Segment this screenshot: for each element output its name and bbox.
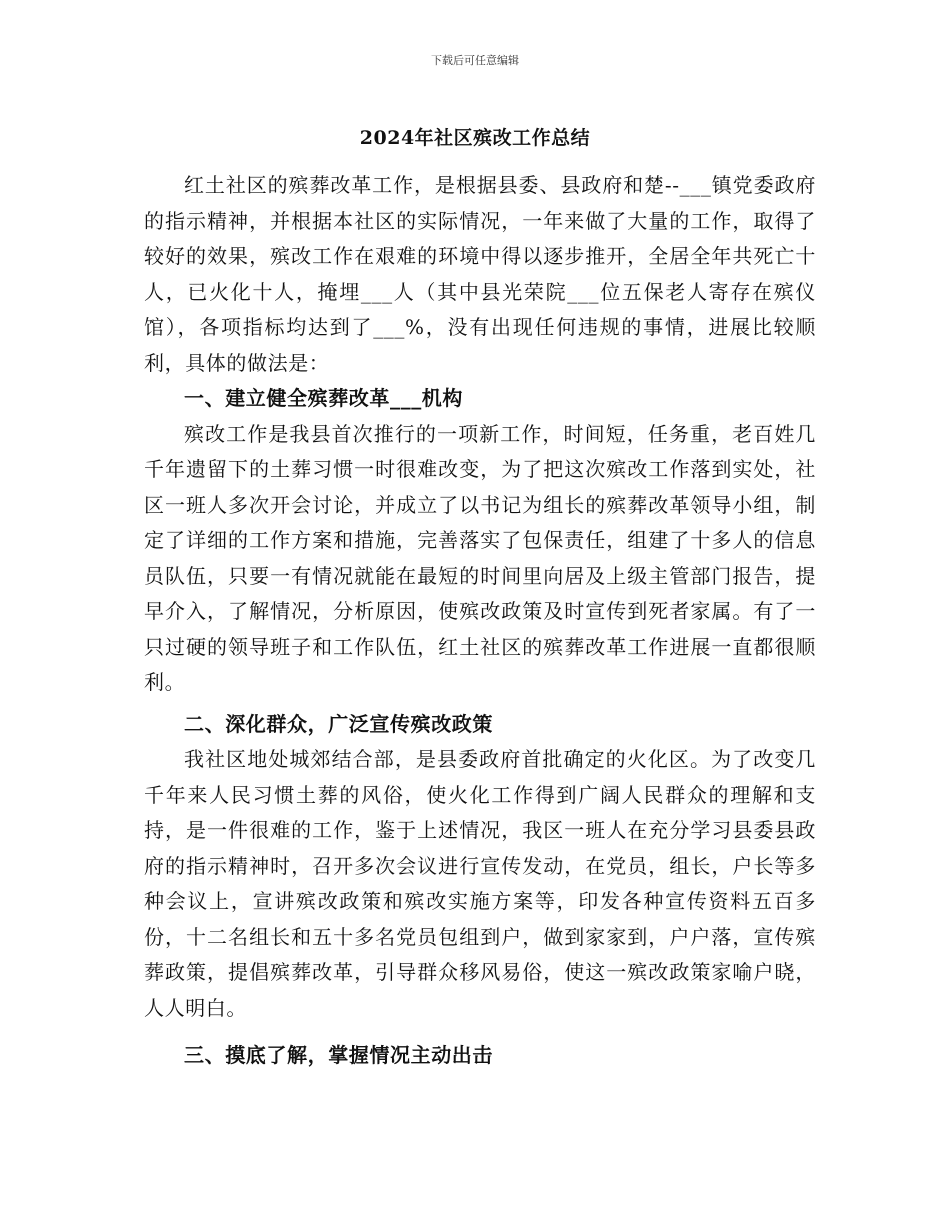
section-heading-1: 一、建立健全殡葬改革___机构	[184, 386, 463, 410]
section-heading-3: 三、摸底了解，掌握情况主动出击	[184, 1043, 493, 1067]
intro-paragraph: 红土社区的殡葬改革工作，是根据县委、县政府和楚--___镇党委政府的指示精神，并根据本社区的实际情况，一年来做了大量的工作，取得了较好的效果，殡改工作在艰难的环境中得以逐步推开，全居全年共死亡十人，已火化十人，掩埋___人（其中县光荣院___位五保老人寄存在殡仪馆），各项指标均达到了___%，没有出现任何违规的事情，进展比较顺利，具体的做法是：	[144, 173, 816, 375]
header-note: 下载后可任意编辑	[431, 54, 519, 67]
document-title: 2024年社区殡改工作总结	[359, 127, 591, 149]
section-body-1: 殡改工作是我县首次推行的一项新工作，时间短，任务重，老百姓几千年遗留下的土葬习惯一时很难改变，为了把这次殡改工作落到实处，社区一班人多次开会讨论，并成立了以书记为组长的殡葬改革领导小组，制定了详细的工作方案和措施，完善落实了包保责任，组建了十多人的信息员队伍，只要一有情况就能在最短的时间里向居及上级主管部门报告，提早介入，了解情况，分析原因，使殡改政策及时宣传到死者家属。有了一只过硬的领导班子和工作队伍，红土社区的殡葬改革工作进展一直都很顺利。	[144, 421, 816, 694]
section-body-2: 我社区地处城郊结合部，是县委政府首批确定的火化区。为了改变几千年来人民习惯土葬的风俗，使火化工作得到广阔人民群众的理解和支持，是一件很难的工作，鉴于上述情况，我区一班人在充分学习县委县政府的指示精神时，召开多次会议进行宣传发动，在党员，组长，户长等多种会议上，宣讲殡改政策和殡改实施方案等，印发各种宣传资料五百多份，十二名组长和五十多名党员包组到户，做到家家到，户户落，宣传殡葬政策，提倡殡葬改革，引导群众移风易俗，使这一殡改政策家喻户晓，人人明白。	[144, 747, 816, 1020]
section-heading-2: 二、深化群众，广泛宣传殡改政策	[184, 711, 493, 736]
document-body	[144, 168, 816, 1074]
